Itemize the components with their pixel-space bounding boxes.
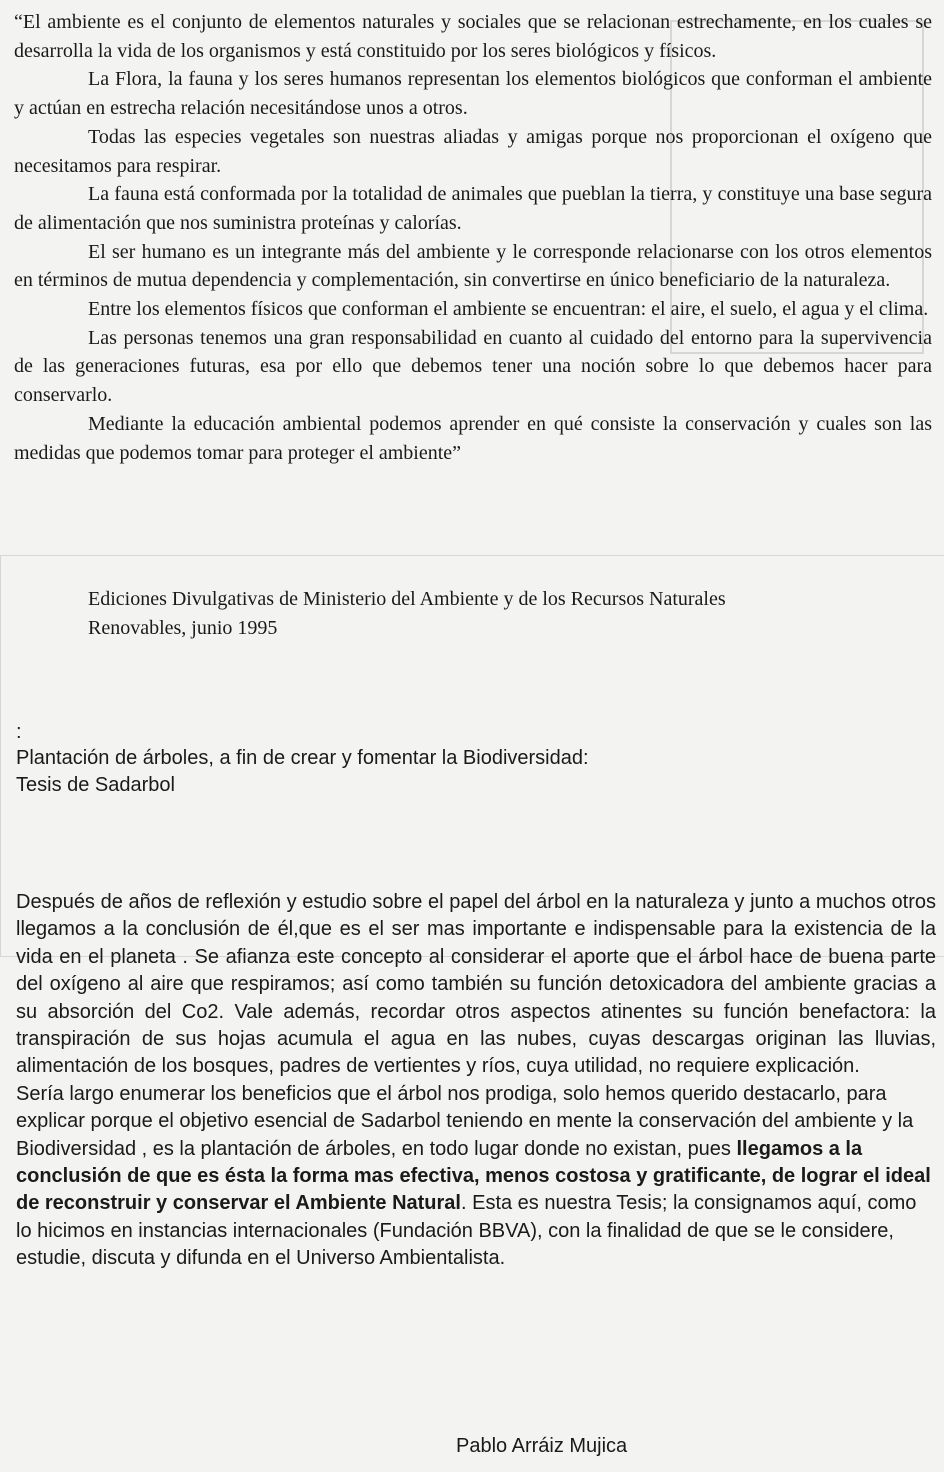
thesis-text: . Esta es nuestra Tesis; la consignamos aquí, como lo hicimos en instancias internacionales (Fundación BBVA), con la finalidad de que se le considere, estudie, discuta y difunda en el Universo Ambientalista. [16,1192,917,1270]
author-signature: Pablo Arráiz Mujica [456,1435,628,1457]
section-heading [16,745,589,799]
thesis-body [16,889,936,1273]
thesis-paragraph: Después de años de reflexión y estudio sobre el papel del árbol en la naturaleza y junto a muchos otros llegamos a la conclusión de él,que es el ser mas importante e indispensable para la existencia de la vida en el planeta . Se afianza este concepto al considerar el aporte que el árbol hace de buena parte del oxígeno al aire que respiramos; así como también su función detoxicadora del ambiente gracias a su absorción del Co2. Vale además, recordar otros aspectos atinentes su función benefactora: la transpiración de sus hojas acumula el agua en las nubes, cuyas descargas originan las lluvias, alimentación de los bosques, padres de vertientes y ríos, cuya utilidad, no requiere explicación. [16,891,936,1078]
quote-paragraph: “El ambiente es el conjunto de elementos naturales y sociales que se relacionan estrechamente, en los cuales se desarrolla la vida de los organismos y está constituido por los seres biológicos y físicos. [14,11,932,62]
quote-paragraph: La fauna está conformada por la totalidad de animales que pueblan la tierra, y constituye una base segura de alimentación que nos suministra proteínas y calorías. [14,183,932,234]
thesis-bold-conclusion: llegamos a la conclusión de que es ésta la forma mas efectiva, menos costosa y gratificante, de lograr el ideal de reconstruir y conservar el Ambiente Natural [16,1137,931,1215]
quote-paragraph: La Flora, la fauna y los seres humanos representan los elementos biológicos que conforman el ambiente y actúan en estrecha relación necesitándose unos a otros. [14,68,932,120]
quote-paragraph: El ser humano es un integrante más del ambiente y le corresponde relacionarse con los otros elementos en términos de mutua dependencia y complementación, sin convertirse en único beneficiario de la naturaleza. [14,240,932,292]
quote-paragraph: Entre los elementos físicos que conforman el ambiente se encuentran: el aire, el suelo, el agua y el clima. [88,298,929,321]
source-citation [88,585,908,642]
heading-line: Plantación de árboles, a fin de crear y fomentar la Biodiversidad: [16,747,589,769]
heading-line: Tesis de Sadarbol [16,774,175,796]
thesis-paragraph [16,1081,936,1273]
source-line: Ediciones Divulgativas de Ministerio del Ambiente y de los Recursos Naturales [88,588,726,610]
quote-paragraph: Las personas tenemos una gran responsabilidad en cuanto al cuidado del entorno para la supervivencia de las generaciones futuras, esa por ello que debemos tener una noción sobre lo que debemos hacer para conservarlo. [14,326,932,407]
source-line: Renovables, junio 1995 [88,616,278,639]
quote-block [14,8,932,467]
quote-paragraph: Todas las especies vegetales son nuestras aliadas y amigas porque nos proporcionan el oxígeno que necesitamos para respirar. [14,125,932,177]
colon-mark: : [16,721,22,743]
quote-paragraph: Mediante la educación ambiental podemos aprender en qué consiste la conservación y cuales son las medidas que podemos tomar para proteger el ambiente” [14,412,932,464]
thesis-text: Sería largo enumerar los beneficios que el árbol nos prodiga, solo hemos querido destacarlo, para explicar porque el objetivo esencial de Sadarbol teniendo en mente la conservación del ambiente y la Biodiversidad , es la plantación de árboles, en todo lugar donde no existan, pues [16,1082,914,1160]
